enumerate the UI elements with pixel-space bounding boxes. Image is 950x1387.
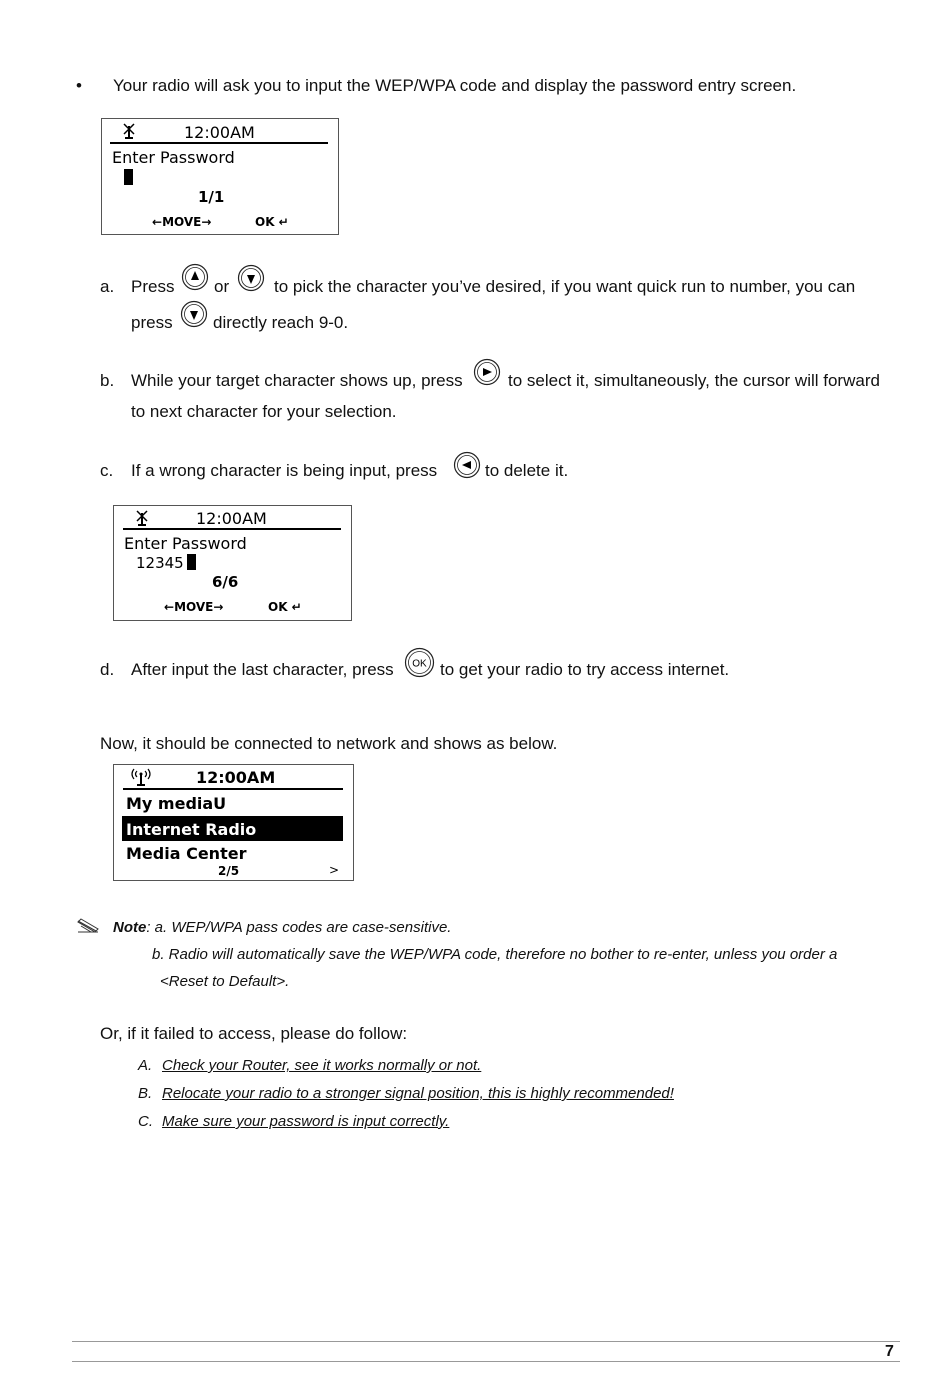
lcd-move-hint: ←MOVE→ (164, 600, 224, 614)
note-line1-text: : a. WEP/WPA pass codes are case-sensitive. (146, 919, 452, 936)
note-line1 (113, 919, 451, 936)
step-d-marker: d. (100, 660, 115, 679)
password-entry (136, 554, 196, 572)
menu-item[interactable]: Media Center (126, 844, 247, 863)
lcd-move-hint: ←MOVE→ (152, 215, 212, 229)
text-cursor (124, 169, 133, 185)
intro-text: Your radio will ask you to input the WEP/WPA code and display the password entry screen. (113, 76, 797, 95)
lcd-header-rule (123, 528, 341, 530)
lcd-page-indicator: 6/6 (212, 573, 239, 591)
svg-text:OK: OK (412, 658, 427, 670)
lcd-ok-hint: OK ↵ (255, 215, 289, 229)
lcd-header-rule (110, 142, 328, 144)
note-line2: b. Radio will automatically save the WEP/WPA code, therefore no bother to re-enter, unless you order a (152, 946, 838, 963)
clock: 12:00AM (196, 768, 276, 787)
lcd-header-rule (123, 788, 343, 790)
step-b-marker: b. (100, 371, 115, 390)
text-cursor (187, 554, 196, 570)
move-label: MOVE (174, 600, 214, 614)
no-signal-antenna-icon (135, 510, 149, 526)
lcd-page-indicator: 2/5 (218, 864, 240, 878)
footer-rule-top (72, 1341, 900, 1342)
menu-item[interactable]: My mediaU (126, 794, 227, 813)
password-value: 12345 (136, 554, 184, 572)
fail-item-marker: C. (138, 1113, 153, 1130)
step-b-line2: to next character for your selection. (131, 402, 397, 421)
step-a-line2-pre: press (131, 313, 173, 332)
clock: 12:00AM (184, 123, 255, 142)
down-arrow-button-icon (237, 264, 265, 292)
lcd-screen-enter-password-empty (101, 118, 339, 235)
fail-item-text: Check your Router, see it works normally or not. (162, 1057, 482, 1074)
password-entry (124, 168, 133, 188)
down-arrow-button-icon (180, 300, 208, 328)
note-pencil-icon (76, 918, 100, 934)
lcd-title: Enter Password (124, 534, 247, 553)
fail-item-text: Make sure your password is input correctly. (162, 1113, 450, 1130)
step-c-post: to delete it. (485, 461, 569, 480)
ok-button-icon (404, 647, 435, 678)
page-number: 7 (885, 1343, 894, 1360)
step-d-pre: After input the last character, press (131, 660, 394, 679)
next-arrow-icon: > (329, 863, 340, 877)
lcd-ok-hint: OK ↵ (268, 600, 302, 614)
step-a-line2-post: directly reach 9-0. (213, 313, 349, 332)
fail-intro: Or, if it failed to access, please do follow: (100, 1024, 408, 1043)
bullet: • (76, 76, 82, 95)
ok-label: OK (268, 600, 288, 614)
fail-item-marker: B. (138, 1085, 153, 1102)
lcd-screen-main-menu (113, 764, 354, 881)
note-label: Note (113, 919, 147, 936)
clock: 12:00AM (196, 509, 267, 528)
no-signal-antenna-icon (122, 123, 136, 139)
footer-rule-bottom (72, 1361, 900, 1362)
lcd-screen-enter-password-filled (113, 505, 352, 621)
right-arrow-button-icon (473, 358, 501, 386)
ok-label: OK (255, 215, 275, 229)
signal-antenna-icon (130, 768, 152, 786)
fail-item-marker: A. (138, 1057, 153, 1074)
step-a-marker: a. (100, 277, 115, 296)
step-c-marker: c. (100, 461, 114, 480)
step-a-pre: Press (131, 277, 175, 296)
step-b-pre: While your target character shows up, press (131, 371, 463, 390)
up-arrow-button-icon (181, 263, 209, 291)
note-line3: <Reset to Default>. (160, 973, 290, 990)
lcd-title: Enter Password (112, 148, 235, 167)
menu-item-selected: Internet Radio (126, 820, 257, 839)
lcd-page-indicator: 1/1 (198, 188, 225, 206)
left-arrow-button-icon (453, 451, 481, 479)
fail-item-text: Relocate your radio to a stronger signal position, this is highly recommended! (162, 1085, 674, 1102)
step-a-or: or (214, 277, 230, 296)
move-label: MOVE (162, 215, 202, 229)
step-a-post: to pick the character you’ve desired, if you want quick run to number, you can (274, 277, 856, 296)
step-c-pre: If a wrong character is being input, press (131, 461, 438, 480)
menu-item-selected-highlight[interactable] (122, 816, 343, 841)
connected-text: Now, it should be connected to network and shows as below. (100, 734, 558, 753)
step-b-post: to select it, simultaneously, the cursor will forward (508, 371, 880, 390)
step-d-post: to get your radio to try access internet. (440, 660, 730, 679)
